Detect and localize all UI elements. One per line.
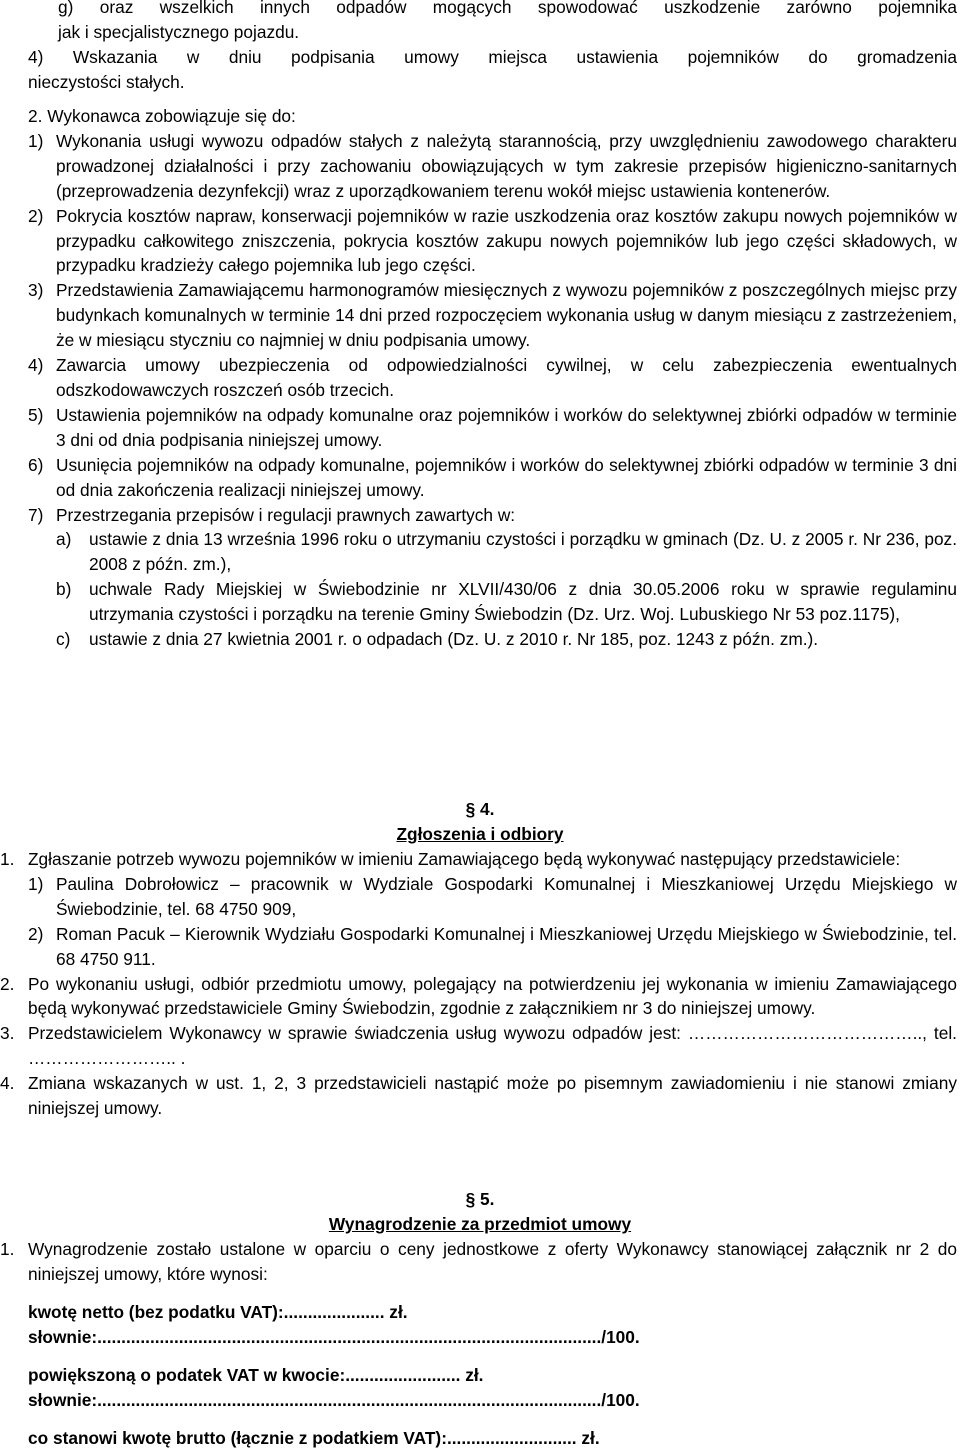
section-2-item [28, 403, 957, 453]
section-4-para-4-text: Zmiana wskazanych w ust. 1, 2, 3 przedstawicieli nastąpić może po pisemnym zawiadomieniu i nie stanowi zmiany niniejszej umowy. [28, 1073, 957, 1119]
section-2-item-text: Usunięcia pojemników na odpady komunalne, pojemników i worków do selektywnej zbiórki odpadów w terminie 3 dni od dnia zakończenia realizacji niniejszej umowy. [56, 454, 957, 500]
section-2-item [28, 278, 957, 353]
section-4-heading [0, 822, 960, 847]
section-2-item-text: Zawarcia umowy ubezpieczenia od odpowiedzialności cywilnej, w celu zabezpieczenia ewentualnych odszkodowawczych roszczeń osób trzecich. [56, 355, 957, 400]
section-2-item-number: 6) [28, 454, 44, 475]
section-4-para-3-text: Przedstawicielem Wykonawcy w sprawie świadczenia usług wywozu odpadów jest: ………………………………….., tel. …………………….. . [28, 1023, 957, 1069]
section-2-subitem-text: uchwale Rady Miejskiej w Świebodzinie nr XLVII/430/06 z dnia 30.05.2006 roku w sprawie regulaminu utrzymania czystości i porządku na terenie Gminy Świebodzin (Dz. Urz. Woj. Lubuskiego Nr 53 poz.1175), [89, 579, 957, 625]
section-2-item [28, 204, 957, 279]
intro-4-line1: 4) Wskazania w dniu podpisania umowy miejsca ustawienia pojemników do gromadzenia [28, 47, 957, 67]
intro-item-g [58, 0, 957, 45]
section-2-items [28, 129, 957, 528]
amount-vat: powiększoną o podatek VAT w kwocie:........................ zł. [28, 1365, 484, 1385]
section-4-para-2-number: 2. [0, 973, 15, 994]
section-2-subitems [56, 527, 957, 652]
section-2-item-number: 7) [28, 504, 44, 525]
section-2-item [28, 503, 957, 528]
section-4-representative-text: Roman Pacuk – Kierownik Wydziału Gospodarki Komunalnej i Mieszkaniowej Urzędu Miejskiego w Świebodzinie, tel. 68 4750 911. [56, 923, 957, 969]
section-4-para-3 [0, 1021, 957, 1071]
section-2-item-text: Pokrycia kosztów napraw, konserwacji pojemników w razie uszkodzenia oraz kosztów zakupu nowych pojemników w przypadku całkowitego zniszczenia, pokrycia kosztów zakupu nowych pojemników lub jego części składowych, w przypadku kradzieży całego pojemnika lub jego części. [56, 205, 957, 276]
section-5-title: Wynagrodzenie za przedmiot umowy [328, 1214, 632, 1234]
section-5-para-1-text: Wynagrodzenie zostało ustalone w oparciu o ceny jednostkowe z oferty Wykonawcy stanowiącej załącznik nr 2 do niniejszej umowy, które wynosi: [28, 1239, 957, 1284]
section-2-item-number: 5) [28, 404, 44, 425]
section-2-subitem-number: c) [56, 629, 71, 650]
intro-4-line2: nieczystości stałych. [28, 71, 185, 92]
section-2-item-text: Przestrzegania przepisów i regulacji prawnych zawartych w: [56, 504, 516, 525]
section-2-title: 2. Wykonawca zobowiązuje się do: [28, 106, 296, 126]
section-4-para-1 [0, 847, 957, 872]
amount-netto: kwotę netto (bez podatku VAT):..................... zł. [28, 1302, 408, 1322]
section-4-para-3-number: 3. [0, 1023, 15, 1044]
section-4-representative [28, 922, 957, 972]
section-2-item-number: 3) [28, 280, 44, 301]
section-5-number: § 5. [465, 1189, 495, 1209]
amount-vat-words: słownie:........................................................................................................./100. [28, 1390, 640, 1410]
section-2-subitem [56, 527, 957, 577]
section-2-subitem-number: b) [56, 579, 72, 600]
section-4-para-4 [0, 1071, 957, 1121]
section-4-para-1-number: 1. [0, 849, 15, 869]
section-4-number: § 4. [465, 799, 495, 819]
section-4-para-2 [0, 972, 957, 1022]
section-2-item [28, 453, 957, 503]
section-2-item-number: 4) [28, 355, 44, 376]
section-2-subitem [56, 577, 957, 627]
section-4-para-4-number: 4. [0, 1073, 15, 1094]
section-4-representative-number: 1) [28, 873, 44, 894]
intro-g-line2: jak i specjalistycznego pojazdu. [58, 21, 300, 42]
section-2-subitem-text: ustawie z dnia 13 września 1996 roku o utrzymaniu czystości i porządku w gminach (Dz. U. z 2005 r. Nr 236, poz. 2008 z późn. zm.), [89, 529, 957, 575]
section-5-heading [0, 1212, 960, 1237]
section-5-para-1 [0, 1237, 957, 1287]
section-4-representative [28, 872, 957, 922]
section-2-item-text: Wykonania usługi wywozu odpadów stałych z należytą starannością, przy uwzględnieniu zawodowego charakteru prowadzonej działalności i przy zachowaniu obowiązujących w tym zakresie przepisów higieniczno-sanitarnych (przeprowadzenia dezynfekcji) wraz z uporządkowaniem terenu wokół miejsc ustawienia kontenerów. [56, 130, 957, 201]
section-2 [28, 104, 957, 652]
section-4-representative-text: Paulina Dobrołowicz – pracownik w Wydziale Gospodarki Komunalnej i Mieszkaniowej Urzędu Miejskiego w Świebodzinie, tel. 68 4750 909, [56, 873, 957, 919]
section-2-item-number: 1) [28, 130, 44, 151]
section-4-para-1-text: Zgłaszanie potrzeb wywozu pojemników w imieniu Zamawiającego będą wykonywać następujący przedstawiciele: [28, 849, 901, 869]
amount-brutto: co stanowi kwotę brutto (łącznie z podatkiem VAT):........................... zł. [28, 1428, 600, 1448]
section-2-item [28, 353, 957, 403]
section-2-item-text: Ustawienia pojemników na odpady komunalne oraz pojemników i worków do selektywnej zbiórki odpadów w terminie 3 dni od dnia podpisania niniejszej umowy. [56, 404, 957, 450]
section-2-subitem-number: a) [56, 529, 72, 550]
section-4-title: Zgłoszenia i odbiory [396, 824, 564, 844]
section-2-item-text: Przedstawienia Zamawiającemu harmonogramów miesięcznych z wywozu pojemników z poszczególnych miejsc przy budynkach komunalnych w terminie 14 dni przed rozpoczęciem wykonania usług w danym miesiącu z zastrzeżeniem, że w miesiącu styczniu co najmniej w dniu podpisania umowy. [56, 280, 957, 351]
section-2-item-number: 2) [28, 205, 44, 226]
intro-g-line1: g) oraz wszelkich innych odpadów mogących spowodować uszkodzenie zarówno pojemnika [58, 0, 957, 17]
section-4-representatives [28, 872, 957, 972]
section-5-para-1-number: 1. [0, 1239, 15, 1259]
section-5-p1 [0, 1237, 957, 1287]
section-2-subitem [56, 627, 957, 652]
intro-item-4 [28, 45, 957, 95]
section-2-subitem-text: ustawie z dnia 27 kwietnia 2001 r. o odpadach (Dz. U. z 2010 r. Nr 185, poz. 1243 z późn. zm.). [89, 629, 819, 650]
section-4-body [0, 847, 957, 1121]
section-2-item [28, 129, 957, 204]
section-4-para-2-text: Po wykonaniu usługi, odbiór przedmiotu umowy, polegający na potwierdzeniu jej wykonania w imieniu Zamawiającego będą wykonywać przedstawiciele Gminy Świebodzin, zgodnie z załącznikiem nr 3 do niniejszej umowy. [28, 973, 957, 1019]
section-4-representative-number: 2) [28, 923, 44, 944]
amount-netto-words: słownie:........................................................................................................./100. [28, 1327, 640, 1347]
